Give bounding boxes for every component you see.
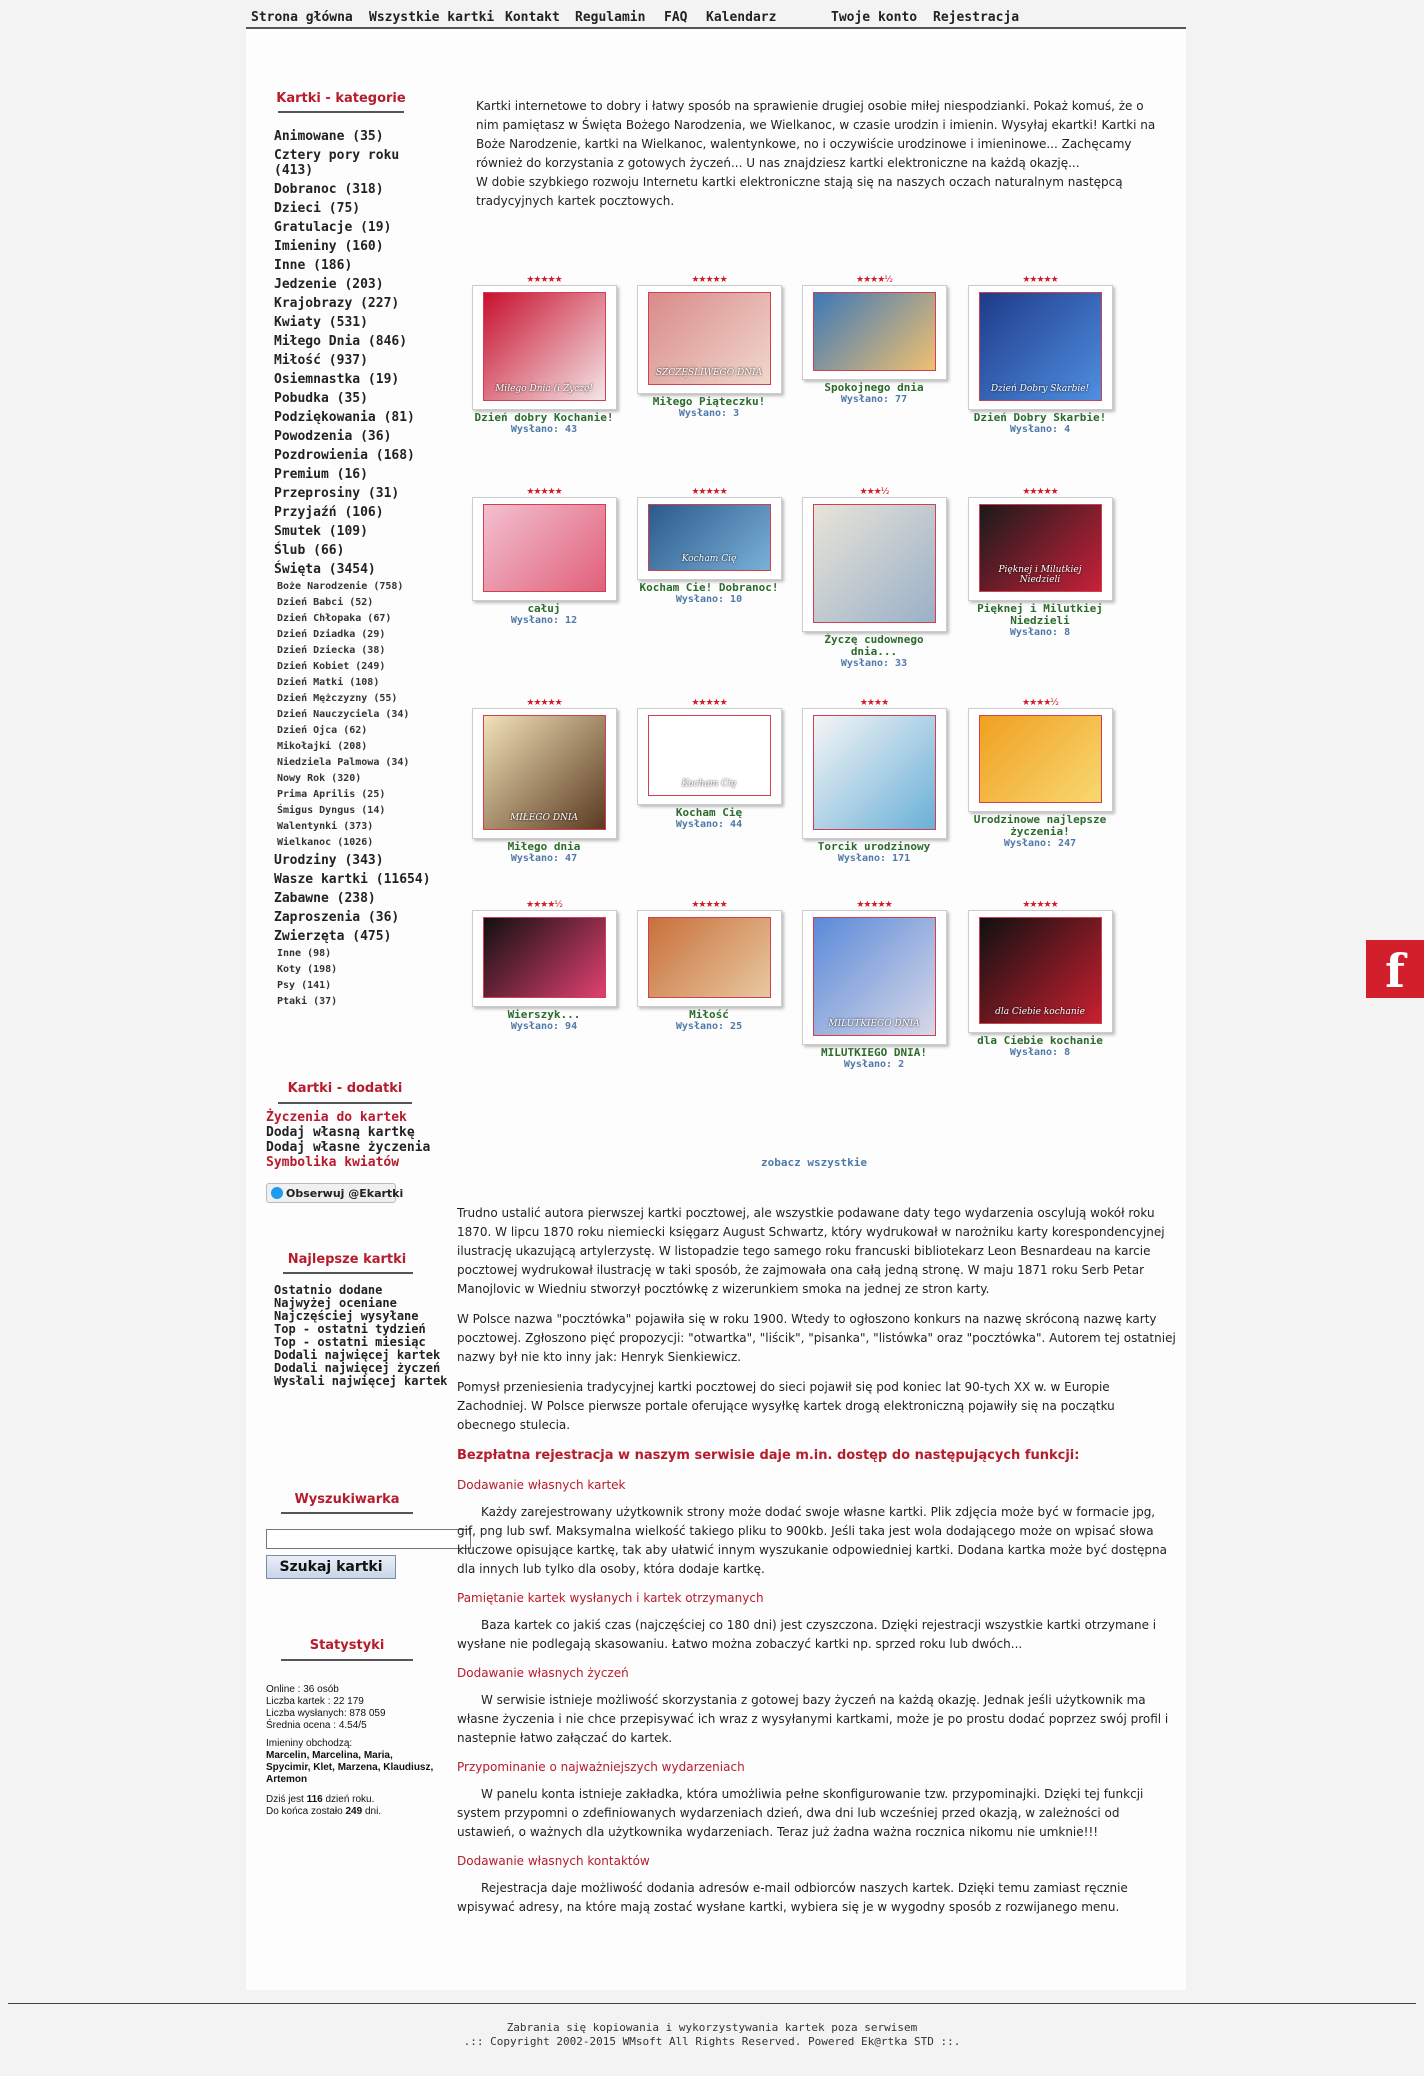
nameday-names: Marcelin, Marcelina, Maria, Spycimir, Klet, Marzena, Klaudiusz, Artemon — [266, 1750, 434, 1785]
card-sent-count: Wysłano: 2 — [843, 1059, 905, 1070]
card-image-caption: Pięknej i Milutkiej Niedzieli — [998, 565, 1082, 585]
card-sent-count: Wysłano: 33 — [840, 658, 908, 669]
subcategory-link[interactable]: Dzień Chłopaka (67) — [277, 613, 392, 624]
card-image — [979, 292, 1102, 401]
card-item[interactable] — [469, 900, 619, 1032]
category-link[interactable]: Smutek (109) — [274, 524, 368, 539]
subcategory-link[interactable]: Mikołajki (208) — [277, 741, 368, 752]
card-title[interactable]: całuj — [527, 602, 561, 615]
card-item[interactable] — [469, 698, 619, 864]
category-link[interactable]: Powodzenia (36) — [274, 429, 392, 444]
category-link[interactable]: Pozdrowienia (168) — [274, 448, 415, 463]
category-link[interactable]: Zabawne (238) — [274, 891, 376, 906]
card-thumbnail[interactable] — [968, 497, 1113, 601]
category-link[interactable]: Jedzenie (203) — [274, 277, 384, 292]
best-list — [274, 1284, 449, 1388]
category-link[interactable]: Premium (16) — [274, 467, 368, 482]
nav-item[interactable]: Wszystkie kartki — [369, 10, 495, 25]
nav-item[interactable]: Rejestracja — [933, 10, 1020, 25]
card-thumbnail[interactable] — [472, 285, 617, 410]
subcategory-link[interactable]: Dzień Matki (108) — [277, 677, 380, 688]
category-link[interactable]: Gratulacje (19) — [274, 220, 392, 235]
article-paragraph-3: Pomysł przeniesienia tradycyjnej kartki pocztowej do sieci pojawił się pod koniec lat 90-tych XX w. w Europie Zachodniej. W Polsce pierwsze portale oferujące wysyłkę kartek drogą elektroniczną pojawiły się na początku obecnego stulecia. — [457, 1380, 1115, 1432]
category-link[interactable]: Święta (3454) — [274, 562, 376, 577]
card-image-caption: MIŁEGO DNIA — [510, 813, 578, 823]
rating-stars: ★★★★★ — [1022, 900, 1058, 910]
card-image — [483, 292, 606, 401]
nav-item[interactable]: Kalendarz — [706, 10, 777, 25]
section-heading: Przypominanie o najważniejszych wydarzeniach — [457, 1760, 745, 1774]
rating-stars: ★★★★½ — [856, 275, 892, 285]
article-paragraph-1: Trudno ustalić autora pierwszej kartki pocztowej, ale wszystkie podawane daty tego wydarzenia oscylują wokół roku 1870. W lipcu 1870 roku niemiecki księgarz August Schwartz, który wydrukował w narożniku karty korespondencyjnej ilustrację ukazującą artylerzystę. W listopadzie tego samego roku francuski bibliotekarz Leon Besnardeau na karcie pocztowej wydrukował ilustrację w taki sposób, że zajmowała ona całą jedną stronę. W maju 1871 roku Serb Petar Manojlovic w Wiedniu stworzył pocztówkę z wizerunkiem smoka na jednej ze stron karty. — [457, 1206, 1165, 1296]
card-title[interactable]: dla Ciebie kochanie — [977, 1034, 1103, 1047]
category-link[interactable]: Wasze kartki (11654) — [274, 872, 431, 887]
card-item[interactable] — [634, 900, 784, 1032]
best-link[interactable]: Ostatnio dodane — [274, 1283, 383, 1297]
card-image — [813, 292, 936, 371]
nav-item[interactable]: Twoje konto — [831, 10, 918, 25]
section-heading: Dodawanie własnych kartek — [457, 1478, 626, 1492]
rating-stars: ★★★★ — [859, 698, 889, 708]
card-image-caption: Kocham Cię — [681, 554, 737, 564]
category-link[interactable]: Animowane (35) — [274, 129, 384, 144]
card-sent-count: Wysłano: 171 — [837, 853, 911, 864]
search-input[interactable] — [266, 1529, 471, 1549]
subcategory-link[interactable]: Boże Narodzenie (758) — [277, 581, 404, 592]
card-sent-count: Wysłano: 4 — [1009, 424, 1071, 435]
card-thumbnail[interactable] — [637, 910, 782, 1007]
card-item[interactable] — [965, 275, 1115, 435]
card-title[interactable]: Życzę cudownego dnia... — [824, 633, 924, 658]
card-title[interactable]: Urodzinowe najlepsze życzenia! — [973, 813, 1107, 838]
category-link[interactable]: Urodziny (343) — [274, 853, 384, 868]
rating-stars: ★★★★★ — [526, 698, 562, 708]
nav-item[interactable]: FAQ — [664, 10, 688, 25]
article — [457, 1204, 1177, 1927]
category-link[interactable]: Podziękowania (81) — [274, 410, 415, 425]
card-image — [813, 504, 936, 623]
footer-divider — [8, 2003, 1416, 2004]
card-item[interactable] — [799, 900, 949, 1070]
rating-stars: ★★★½ — [859, 487, 889, 497]
nav-item[interactable]: Kontakt — [505, 10, 560, 25]
registration-heading: Bezpłatna rejestracja w naszym serwisie daje m.in. dostęp do następujących funkcji: — [457, 1448, 1080, 1463]
extras-heading: Kartki - dodatki — [266, 1081, 424, 1096]
card-image-caption: Dzień Dobry Skarbie! — [990, 384, 1090, 394]
intro-paragraph-1: Kartki internetowe to dobry i łatwy sposób na sprawienie drugiej osobie miłej niespodzianki. Pokaż komuś, że o nim pamiętasz w Święta Bożego Narodzenia, we Wielkanoc, w czasie urodzin i imienin. Wysyłaj ekartki! Kartki na Boże Narodzenie, kartki na Wielkanoc, walentynkowe, no i oczywiście urodzinowe i imieninowe... Zachęcamy również do korzystania z gotowych życzeń... U nas znajdziesz kartki elektroniczne na każdą okazję... — [476, 99, 1156, 170]
card-image-caption: Kocham Cię — [681, 779, 737, 789]
card-sent-count: Wysłano: 94 — [510, 1021, 578, 1032]
top-navigation — [246, 0, 1186, 29]
card-image — [979, 715, 1102, 803]
subcategory-link[interactable]: Dzień Kobiet (249) — [277, 661, 386, 672]
card-thumbnail[interactable] — [802, 285, 947, 380]
card-item[interactable] — [965, 900, 1115, 1058]
section-body: Baza kartek co jakiś czas (najczęściej co 180 dni) jest czyszczona. Dzięki rejestracji wszystkie kartki otrzymane i wysłane nie podlegają skasowaniu. Łatwo można zobaczyć kartki np. sprzed roku lub dwóch... — [457, 1618, 1157, 1651]
card-item[interactable] — [799, 487, 949, 669]
section-heading: Dodawanie własnych kontaktów — [457, 1854, 650, 1868]
category-link[interactable]: Miłego Dnia (846) — [274, 334, 408, 349]
card-title[interactable]: MILUTKIEGO DNIA! — [821, 1046, 927, 1059]
search-heading: Wyszukiwarka — [281, 1492, 413, 1507]
rating-stars: ★★★★★ — [526, 487, 562, 497]
subcategory-link[interactable]: Dzień Mężczyzny (55) — [277, 693, 398, 704]
card-item[interactable] — [634, 487, 784, 605]
statistics — [266, 1684, 436, 1818]
card-image — [648, 292, 771, 385]
card-item[interactable] — [799, 275, 949, 405]
subcategory-link[interactable]: Wielkanoc (1026) — [277, 837, 374, 848]
section-body: Rejestracja daje możliwość dodania adresów e-mail odbiorców naszych kartek. Dzięki temu zamiast ręcznie wpisywać adresy, na które mają zostać wysłane kartki, wybiera się je w wygodny sposób z rozwijanego menu. — [457, 1881, 1128, 1914]
card-title[interactable]: Miłego Piąteczku! — [652, 395, 766, 408]
card-title[interactable]: Dzień Dobry Skarbie! — [973, 411, 1107, 424]
card-image-caption: SZCZĘŚLIWEGO DNIA — [655, 368, 763, 378]
card-item[interactable] — [634, 275, 784, 419]
section-heading: Dodawanie własnych życzeń — [457, 1666, 629, 1680]
card-image — [483, 917, 606, 998]
card-title[interactable]: Pięknej i Milutkiej Niedzieli — [977, 602, 1103, 627]
card-title[interactable]: Dzień dobry Kochanie! — [474, 411, 614, 424]
best-link[interactable]: Wysłali najwięcej kartek — [274, 1374, 448, 1388]
card-sent-count: Wysłano: 8 — [1009, 1047, 1071, 1058]
nav-item[interactable]: Regulamin — [575, 10, 646, 25]
card-thumbnail[interactable] — [968, 285, 1113, 410]
rating-stars: ★★★★★ — [691, 698, 727, 708]
section-body: Każdy zarejestrowany użytkownik strony może dodać swoje własne kartki. Plik zdjęcia może być w formacie jpg, gif, png lub swf. Maksymalna wielkość takiego pliku to 900kb. Jeśli taka jest wola dodającego może on wpisać słowa kluczowe opisujące kartkę, tak aby ułatwić innym wyszukanie odpowiedniej kartki. Dodana kartka może być dostępna dla innych lub tylko dla osoby, która dodaje kartkę. — [457, 1505, 1167, 1576]
rating-stars: ★★★★★ — [691, 275, 727, 285]
card-sent-count: Wysłano: 8 — [1009, 627, 1071, 638]
extras-list — [266, 1110, 430, 1170]
card-thumbnail[interactable] — [637, 708, 782, 805]
intro-paragraph-2: W dobie szybkiego rozwoju Internetu kartki elektroniczne stają się na naszych oczach naturalnym następcą tradycyjnych kartek pocztowych. — [476, 175, 1123, 208]
card-thumbnail[interactable] — [802, 910, 947, 1045]
nav-item[interactable]: Strona główna — [251, 10, 353, 25]
card-image — [648, 504, 771, 571]
category-link[interactable]: Cztery pory roku (413) — [274, 148, 400, 178]
intro-text — [476, 97, 1166, 211]
best-link[interactable]: Dodali najwięcej życzeń — [274, 1361, 441, 1375]
category-link[interactable]: Dobranoc (318) — [274, 182, 384, 197]
stat-online: Online : 36 osób — [266, 1684, 339, 1695]
card-thumbnail[interactable] — [637, 285, 782, 394]
card-image-caption: dla Ciebie kochanie — [995, 1007, 1085, 1017]
card-sent-count: Wysłano: 25 — [675, 1021, 743, 1032]
section-heading: Pamiętanie kartek wysłanych i kartek otrzymanych — [457, 1591, 764, 1605]
best-link[interactable]: Top - ostatni tydzień — [274, 1322, 426, 1336]
best-link[interactable]: Dodali najwięcej kartek — [274, 1348, 441, 1362]
card-item[interactable] — [965, 698, 1115, 849]
page-wrapper — [246, 29, 1186, 1990]
day-of-year: Dziś jest 116 dzień roku. — [266, 1794, 375, 1805]
card-image — [483, 715, 606, 830]
card-image — [648, 917, 771, 998]
twitter-follow-button[interactable] — [266, 1183, 404, 1203]
card-image-caption: Miłego Dnia (i Życzę! — [495, 384, 593, 394]
card-image — [979, 917, 1102, 1024]
category-link[interactable]: Dzieci (75) — [274, 201, 361, 216]
stat-cards: Liczba kartek : 22 179 — [266, 1696, 364, 1707]
card-title[interactable]: Wierszyk... — [507, 1008, 581, 1021]
facebook-icon: f — [1385, 944, 1405, 998]
stat-sent: Liczba wysłanych: 878 059 — [266, 1708, 386, 1719]
category-link[interactable]: Przeprosiny (31) — [274, 486, 400, 501]
card-thumbnail[interactable] — [472, 910, 617, 1007]
card-title[interactable]: Miłość — [689, 1008, 729, 1021]
extras-link[interactable]: Symbolika kwiatów — [266, 1155, 400, 1170]
card-sent-count: Wysłano: 77 — [840, 394, 908, 405]
days-left: Do końca zostało 249 dni. — [266, 1806, 382, 1817]
subcategory-link[interactable]: Ptaki (37) — [277, 996, 338, 1007]
card-thumbnail[interactable] — [802, 497, 947, 632]
facebook-button[interactable] — [1366, 940, 1424, 998]
card-image — [979, 504, 1102, 592]
feature-sections — [457, 1476, 1177, 1917]
subcategory-link[interactable]: Niedziela Palmowa (34) — [277, 757, 410, 768]
extras-link[interactable]: Życzenia do kartek — [266, 1110, 407, 1125]
card-thumbnail[interactable] — [472, 708, 617, 839]
section-body: W panelu konta istnieje zakładka, która umożliwia pełne skonfigurowanie tzw. przypominajki. Dzięki tej funkcji system przypomni o zdefiniowanych wydarzeniach dzień, dwa dni lub wcześniej przed okazją, w zależności od ustawień, o ważnych dla użytkownika wydarzeniach. Teraz już żadna ważna rocznica nikomu nie umknie!!! — [457, 1787, 1144, 1839]
subcategory-link[interactable]: Dzień Ojca (62) — [277, 725, 368, 736]
card-sent-count: Wysłano: 10 — [675, 594, 743, 605]
extras-link[interactable]: Dodaj własną kartkę — [266, 1125, 415, 1140]
subcategory-link[interactable]: Dzień Babci (52) — [277, 597, 374, 608]
subcategory-link[interactable]: Prima Aprilis (25) — [277, 789, 386, 800]
rating-stars: ★★★★½ — [526, 900, 562, 910]
subcategory-link[interactable]: Inne (98) — [277, 948, 332, 959]
article-paragraph-2: W Polsce nazwa "pocztówka" pojawiła się w roku 1900. Wtedy to ogłoszono konkurs na nazwę skróconą nazwę karty pocztowej. Zgłoszono pięć propozycji: "otwartka", "liścik", "pisanka", "listówka" oraz "pocztówka". Autorem tej ostatniej nazwy był nie kto inny jak: Henryk Sienkiewicz. — [457, 1312, 1176, 1364]
stats-heading: Statystyki — [281, 1638, 413, 1653]
rating-stars: ★★★★½ — [1022, 698, 1058, 708]
rating-stars: ★★★★★ — [1022, 487, 1058, 497]
category-link[interactable]: Zwierzęta (475) — [274, 929, 392, 944]
category-link[interactable]: Osiemnastka (19) — [274, 372, 400, 387]
card-title[interactable]: Spokojnego dnia — [824, 381, 924, 394]
card-image — [813, 715, 936, 830]
card-title[interactable]: Kocham Cie! Dobranoc! — [639, 581, 779, 594]
card-title[interactable]: Torcik urodzinowy — [817, 840, 931, 853]
card-sent-count: Wysłano: 247 — [1003, 838, 1077, 849]
card-thumbnail[interactable] — [637, 497, 782, 580]
card-thumbnail[interactable] — [472, 497, 617, 601]
categories-heading: Kartki - kategorie — [266, 91, 416, 106]
stat-rating: Średnia ocena : 4.54/5 — [266, 1720, 367, 1731]
card-thumbnail[interactable] — [968, 910, 1113, 1033]
card-item[interactable] — [634, 698, 784, 830]
subcategory-link[interactable]: Psy (141) — [277, 980, 332, 991]
card-image — [483, 504, 606, 592]
rating-stars: ★★★★★ — [1022, 275, 1058, 285]
card-image-caption: MILUTKIEGO DNIA — [828, 1019, 920, 1029]
nameday-label: Imieniny obchodzą: — [266, 1738, 353, 1749]
card-thumbnail[interactable] — [968, 708, 1113, 812]
card-image — [648, 715, 771, 796]
section-body: W serwisie istnieje możliwość skorzystania z gotowej bazy życzeń na każdą okazję. Jednak jeśli użytkownik ma własne życzenia i nie chce przepisywać ich wraz z wysyłanymi kartkami, może je po prostu dodać poprzez swój profil i nastepnie łatwo załączać do kartek. — [457, 1693, 1169, 1745]
extras-link[interactable]: Dodaj własne życzenia — [266, 1140, 431, 1155]
footer-notice: Zabrania się kopiowania i wykorzystywania kartek poza serwisem — [506, 2021, 918, 2034]
category-link[interactable]: Kwiaty (531) — [274, 315, 368, 330]
search-button[interactable]: Szukaj kartki — [266, 1555, 396, 1579]
card-sent-count: Wysłano: 3 — [678, 408, 740, 419]
rating-stars: ★★★★★ — [691, 487, 727, 497]
best-heading: Najlepsze kartki — [271, 1252, 423, 1267]
category-link[interactable]: Krajobrazy (227) — [274, 296, 400, 311]
subcategory-link[interactable]: Dzień Nauczyciela (34) — [277, 709, 410, 720]
subcategory-link[interactable]: Dzień Dziadka (29) — [277, 629, 386, 640]
subcategory-link[interactable]: Walentynki (373) — [277, 821, 374, 832]
card-item[interactable] — [799, 698, 949, 864]
best-link[interactable]: Najwyżej oceniane — [274, 1296, 397, 1310]
card-sent-count: Wysłano: 12 — [510, 615, 578, 626]
subcategory-link[interactable]: Dzień Dziecka (38) — [277, 645, 386, 656]
card-sent-count: Wysłano: 43 — [510, 424, 578, 435]
category-link[interactable]: Zaproszenia (36) — [274, 910, 400, 925]
category-list — [274, 129, 444, 1012]
category-link[interactable]: Ślub (66) — [274, 543, 345, 558]
best-link[interactable]: Top - ostatni miesiąc — [274, 1335, 426, 1349]
category-link[interactable]: Miłość (937) — [274, 353, 368, 368]
see-all-link[interactable]: zobacz wszystkie — [761, 1156, 867, 1169]
twitter-icon — [271, 1187, 283, 1199]
rating-stars: ★★★★★ — [526, 275, 562, 285]
footer-copyright: .:: Copyright 2002-2015 WMsoft All Rights Reserved. Powered Ek@rtka STD ::. — [463, 2035, 961, 2048]
twitter-label: Obserwuj @Ekartki — [286, 1187, 404, 1200]
subcategory-link[interactable]: Koty (198) — [277, 964, 338, 975]
card-thumbnail[interactable] — [802, 708, 947, 839]
card-image — [813, 917, 936, 1036]
subcategory-link[interactable]: Śmigus Dyngus (14) — [277, 805, 386, 816]
card-item[interactable] — [965, 487, 1115, 638]
card-title[interactable]: Miłego dnia — [507, 840, 581, 853]
card-item[interactable] — [469, 487, 619, 626]
card-title[interactable]: Kocham Cię — [675, 806, 743, 819]
rating-stars: ★★★★★ — [856, 900, 892, 910]
footer — [0, 2021, 1424, 2049]
category-link[interactable]: Imieniny (160) — [274, 239, 384, 254]
subcategory-link[interactable]: Nowy Rok (320) — [277, 773, 362, 784]
category-link[interactable]: Inne (186) — [274, 258, 353, 273]
best-link[interactable]: Najczęściej wysyłane — [274, 1309, 419, 1323]
category-link[interactable]: Przyjaźń (106) — [274, 505, 384, 520]
card-sent-count: Wysłano: 47 — [510, 853, 578, 864]
category-link[interactable]: Pobudka (35) — [274, 391, 368, 406]
card-item[interactable] — [469, 275, 619, 435]
rating-stars: ★★★★★ — [691, 900, 727, 910]
card-sent-count: Wysłano: 44 — [675, 819, 743, 830]
